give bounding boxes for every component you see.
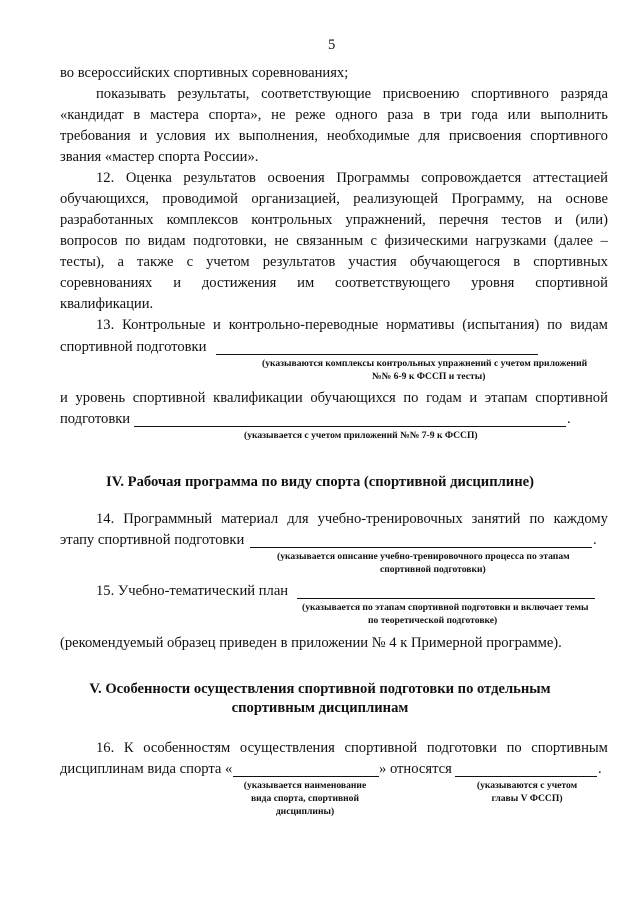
word: спортивным — [531, 740, 608, 756]
word: спортивной — [535, 390, 608, 406]
word: и — [139, 128, 148, 144]
text-line: . — [567, 411, 571, 427]
word: занятий — [471, 511, 521, 527]
word: присвоения — [448, 128, 522, 144]
word: в — [133, 107, 141, 123]
word: спортивного — [471, 86, 549, 102]
text-line: во всероссийских спортивных соревнованиях; — [60, 65, 349, 81]
footnote-caption: (указывается по этапам спортивной подготовки и включает темы — [302, 602, 589, 613]
word: связанным — [296, 233, 363, 249]
word: выполнения, — [238, 128, 318, 144]
section-heading-text: спортивным дисциплинам — [231, 700, 409, 716]
word: по — [506, 740, 522, 756]
word: (испытания) — [462, 317, 540, 333]
word: видам — [147, 233, 186, 249]
word: обучающихся, — [60, 191, 149, 207]
word: упражнений, — [345, 212, 426, 228]
word: и — [469, 390, 478, 406]
word: спортивной — [344, 740, 418, 756]
word: тестов — [501, 212, 542, 228]
footnote-caption: главы V ФССП) — [491, 793, 563, 804]
word: 12. — [96, 170, 115, 186]
justified-line — [60, 211, 608, 230]
word: показывать — [96, 86, 166, 102]
justified-line — [60, 190, 608, 209]
justified-line — [96, 510, 608, 529]
word: нагрузками — [475, 233, 547, 249]
word: спорта», — [208, 107, 262, 123]
word: присвоению — [382, 86, 460, 102]
word: аттестацией — [532, 170, 608, 186]
word: проводимой — [162, 191, 238, 207]
word: 14. — [96, 511, 115, 527]
footnote-caption: (указываются комплексы контрольных упражнений с учетом приложений — [262, 358, 588, 369]
word: Программный — [123, 511, 213, 527]
word: их — [214, 128, 230, 144]
word: не — [274, 233, 289, 249]
text-line: дисциплинам вида спорта « — [60, 761, 233, 777]
word: не — [271, 107, 286, 123]
word: реализующей — [353, 191, 439, 207]
word: Контрольные — [122, 317, 206, 333]
word: или — [507, 107, 531, 123]
fill-in-blank-line — [134, 426, 566, 427]
footnote-caption: (указывается описание учебно-тренировочного процесса по этапам — [277, 551, 570, 562]
word: соревнованиях — [60, 275, 153, 291]
word: контрольно-переводные — [228, 317, 379, 333]
footnote-caption: (указывается с учетом приложений №№ 7-9 к ФССП) — [244, 430, 478, 441]
word: особенностям — [143, 740, 231, 756]
word: 13. — [96, 317, 115, 333]
word: Программу, — [451, 191, 525, 207]
word: по — [547, 317, 563, 333]
word: Программы — [336, 170, 410, 186]
word: для — [418, 128, 440, 144]
word: годам — [426, 390, 462, 406]
word: «кандидат — [60, 107, 124, 123]
justified-line — [60, 253, 608, 272]
footnote-caption: по теоретической подготовке) — [368, 615, 498, 626]
word: разработанных — [60, 212, 154, 228]
word: материал — [221, 511, 279, 527]
text-line: » относятся — [379, 761, 452, 777]
justified-line — [60, 232, 608, 251]
fill-in-blank-line — [250, 547, 592, 548]
page-number: 5 — [328, 37, 336, 53]
text-line: квалификации. — [60, 296, 154, 312]
text-line: (рекомендуемый образец приведен в приложении № 4 к Примерной программе). — [60, 635, 562, 651]
word: реже — [295, 107, 326, 123]
footnote-caption: вида спорта, спортивной — [250, 793, 360, 804]
word: физическими — [384, 233, 468, 249]
word: и — [60, 390, 68, 406]
word: на — [537, 191, 553, 207]
word: разряда — [560, 86, 608, 102]
word: организацией, — [251, 191, 340, 207]
text-line: этапу спортивной подготовки — [60, 532, 245, 548]
word: результаты, — [177, 86, 250, 102]
word: уровень — [75, 390, 126, 406]
word: комплексов — [166, 212, 239, 228]
word: участия — [348, 254, 397, 270]
word: одного — [335, 107, 378, 123]
word: осуществления — [239, 740, 335, 756]
text-line: звания «мастер спорта России». — [60, 149, 259, 165]
section-heading-text: V. Особенности осуществления спортивной подготовки по отдельным — [89, 681, 551, 697]
word: по — [125, 233, 141, 249]
word: этапам — [484, 390, 528, 406]
word: перечня — [438, 212, 489, 228]
text-line: подготовки — [60, 411, 131, 427]
word: соответствующего — [335, 275, 451, 291]
word: основе — [565, 191, 608, 207]
word: нормативы — [386, 317, 455, 333]
word: спортивного — [530, 128, 608, 144]
fill-in-blank-line — [297, 598, 595, 599]
footnote-caption: (указывается наименование — [243, 780, 367, 791]
word: достижения — [201, 275, 277, 291]
word: также — [137, 254, 174, 270]
section-heading — [0, 680, 640, 718]
justified-line — [60, 274, 608, 293]
word: сопровождается — [421, 170, 522, 186]
fill-in-blank-line — [216, 354, 538, 355]
word: соответствующие — [261, 86, 372, 102]
word: освоения — [267, 170, 325, 186]
word: мастера — [150, 107, 199, 123]
word: и — [213, 317, 221, 333]
footnote-caption: спортивной подготовки) — [380, 564, 486, 575]
word: по — [403, 390, 419, 406]
fill-in-blank-line — [455, 776, 597, 777]
section-heading-text: IV. Рабочая программа по виду спорта (спортивной дисциплине) — [106, 474, 534, 490]
justified-line — [96, 316, 608, 335]
word: и — [173, 275, 182, 291]
fill-in-blank-line — [233, 776, 379, 777]
word: в — [513, 254, 521, 270]
word: контрольных — [251, 212, 333, 228]
word: подготовки, — [193, 233, 267, 249]
word: спортивной — [535, 275, 608, 291]
word: три — [439, 107, 462, 123]
justified-line — [96, 169, 608, 188]
word: учебно-тренировочных — [317, 511, 463, 527]
word: обучающихся — [310, 390, 396, 406]
word: и — [554, 212, 563, 228]
word: спортивных — [533, 254, 608, 270]
word: а — [117, 254, 124, 270]
word: условия — [156, 128, 206, 144]
word: каждому — [553, 511, 608, 527]
justified-line — [60, 106, 608, 125]
footnote-caption: дисциплины) — [275, 806, 335, 817]
word: в — [423, 107, 431, 123]
word: года — [471, 107, 498, 123]
text-line: . — [598, 761, 602, 777]
text-line: 15. Учебно-тематический план — [96, 583, 289, 599]
word: выполнить — [540, 107, 608, 123]
word: подготовки — [426, 740, 497, 756]
word: им — [297, 275, 315, 291]
word: результатов — [262, 254, 336, 270]
word: требования — [60, 128, 131, 144]
word: результатов — [183, 170, 256, 186]
footnote-caption: (указываются с учетом — [476, 780, 578, 791]
word: по — [529, 511, 545, 527]
word: необходимые — [326, 128, 410, 144]
word: Оценка — [125, 170, 172, 186]
justified-line — [96, 85, 608, 104]
word: квалификации — [213, 390, 303, 406]
word: К — [123, 740, 134, 756]
word: спортивной — [132, 390, 206, 406]
text-line: . — [593, 532, 597, 548]
word: с — [186, 254, 194, 270]
word: видам — [570, 317, 608, 333]
word: (или) — [575, 212, 608, 228]
word: уровня — [471, 275, 515, 291]
word: с — [370, 233, 378, 249]
justified-line — [96, 739, 608, 758]
word: учетом — [206, 254, 250, 270]
word: для — [287, 511, 309, 527]
word: раза — [387, 107, 414, 123]
word: (далее — [553, 233, 594, 249]
footnote-caption: №№ 6-9 к ФССП и тесты) — [372, 371, 486, 382]
word: – — [600, 233, 608, 249]
word: тесты), — [60, 254, 105, 270]
justified-line — [60, 389, 608, 408]
justified-line — [60, 127, 608, 146]
word: 16. — [96, 740, 115, 756]
word: вопросов — [60, 233, 118, 249]
word: обучающегося — [409, 254, 501, 270]
text-line: спортивной подготовки — [60, 339, 207, 355]
section-heading — [0, 473, 640, 492]
